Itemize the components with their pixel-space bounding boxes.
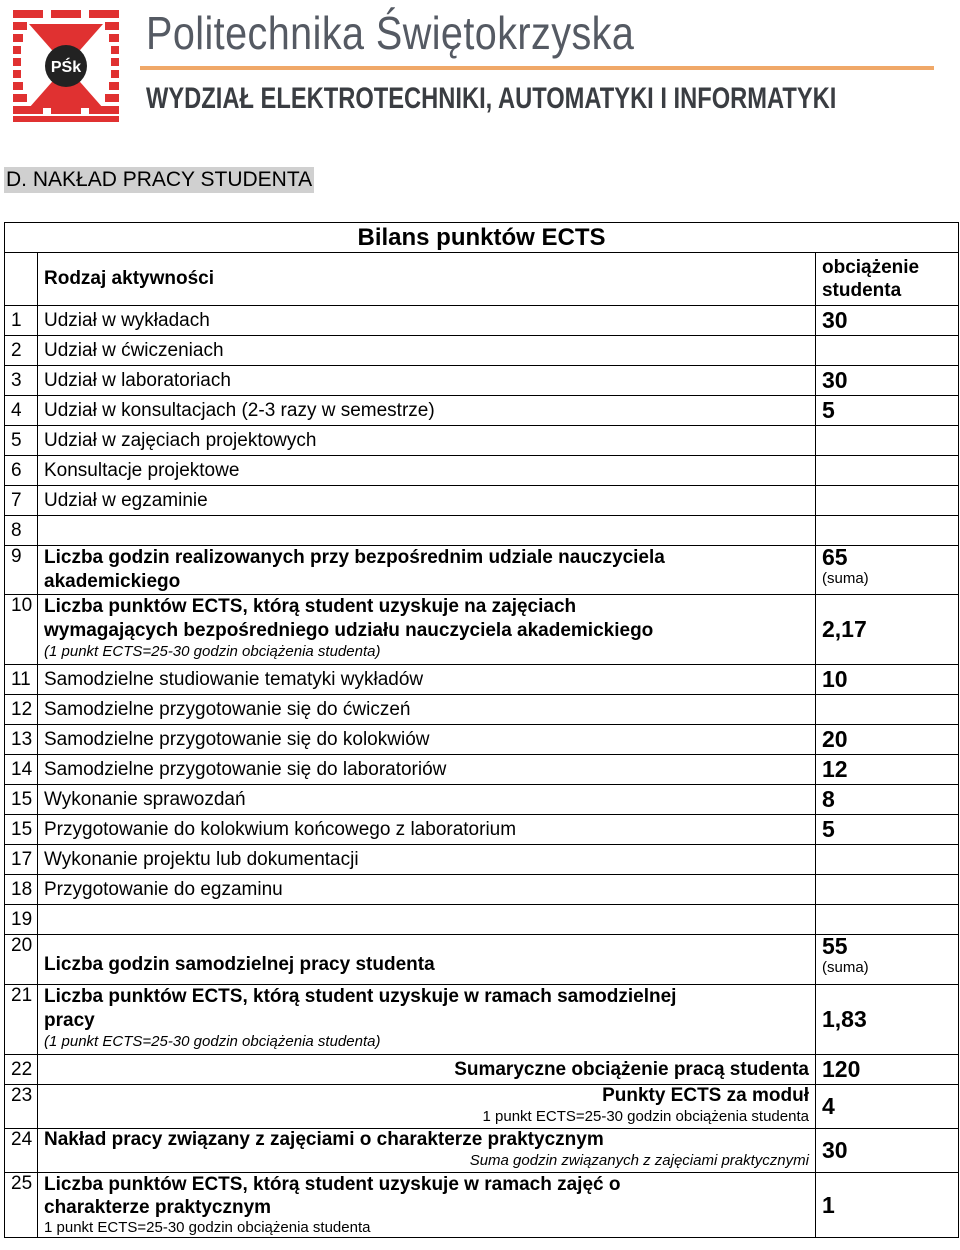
table-cell: 4 (815, 1085, 958, 1129)
table-cell: Sumaryczne obciążenie pracą studenta (38, 1055, 816, 1085)
table-row (5, 426, 959, 456)
table-row (5, 755, 959, 785)
cell-text: (1 punkt ECTS=25-30 godzin obciążenia studenta) (44, 643, 381, 660)
table-cell (815, 935, 958, 985)
table-cell (815, 875, 958, 905)
table-cell: 20 (5, 935, 38, 985)
table-cell: Wykonanie projektu lub dokumentacji (38, 845, 816, 875)
table-cell: 22 (5, 1055, 38, 1085)
cell-text: Liczba punktów ECTS, którą student uzyskuje w ramach zajęć o (44, 1174, 621, 1195)
table-title: Bilans punktów ECTS (5, 223, 959, 253)
cell-text: akademickiego (44, 571, 181, 592)
activity-rows-direct (5, 306, 959, 546)
table-cell: 8 (5, 516, 38, 546)
table-cell: 120 (815, 1055, 958, 1085)
table-cell: 6 (5, 456, 38, 486)
cell-text: Liczba punktów ECTS, którą student uzyskuje na zajęciach (44, 596, 577, 617)
table-cell: 5 (5, 426, 38, 456)
cell-text: Nakład pracy związany z zajęciami o charakterze praktycznym (44, 1129, 604, 1150)
table-row (5, 815, 959, 845)
table-cell: 12 (815, 755, 958, 785)
table-cell: Samodzielne przygotowanie się do laboratoriów (38, 755, 816, 785)
table-cell: 13 (5, 725, 38, 755)
table-cell (815, 456, 958, 486)
table-cell (38, 1085, 816, 1129)
table-cell: 12 (5, 695, 38, 725)
table-row (5, 336, 959, 366)
header-divider (140, 66, 934, 70)
table-cell: 14 (5, 755, 38, 785)
table-cell: 2 (5, 336, 38, 366)
table-cell: Udział w konsultacjach (2-3 razy w semestrze) (38, 396, 816, 426)
table-cell: Udział w egzaminie (38, 486, 816, 516)
table-cell: Wykonanie sprawozdań (38, 785, 816, 815)
table-cell (38, 516, 816, 546)
table-cell: 9 (5, 546, 38, 595)
table-cell: 21 (5, 985, 38, 1055)
table-cell: 15 (5, 815, 38, 845)
cell-text: 1 punkt ECTS=25-30 godzin obciążenia studenta (44, 1219, 371, 1236)
cell-text: 65 (821, 544, 848, 570)
faculty-name: WYDZIAŁ ELEKTROTECHNIKI, AUTOMATYKI I INFORMATYKI (146, 82, 837, 115)
cell-text: (suma) (821, 959, 869, 976)
header-load (815, 253, 958, 306)
table-cell: 7 (5, 486, 38, 516)
table-cell (38, 1173, 816, 1238)
row-practical-hours (5, 1129, 959, 1173)
table-cell: Przygotowanie do egzaminu (38, 875, 816, 905)
table-row (5, 516, 959, 546)
table-cell: Udział w laboratoriach (38, 366, 816, 396)
row-independent-ects (5, 985, 959, 1055)
university-name: Politechnika Świętokrzyska (146, 7, 635, 59)
table-cell: 18 (5, 875, 38, 905)
table-cell: 24 (5, 1129, 38, 1173)
table-cell: 3 (5, 366, 38, 396)
table-cell (38, 546, 816, 595)
table-title-row (5, 223, 959, 253)
table-cell: 23 (5, 1085, 38, 1129)
cell-text: Liczba punktów ECTS, którą student uzyskuje w ramach samodzielnej (44, 986, 677, 1007)
row-practical-ects (5, 1173, 959, 1238)
table-row (5, 665, 959, 695)
cell-text: charakterze praktycznym (44, 1197, 272, 1218)
table-row (5, 456, 959, 486)
table-row (5, 486, 959, 516)
cell-text: Punkty ECTS za moduł (602, 1085, 809, 1106)
table-cell (815, 845, 958, 875)
table-cell: 30 (815, 366, 958, 396)
table-cell: Przygotowanie do kolokwium końcowego z laboratorium (38, 815, 816, 845)
table-row (5, 905, 959, 935)
table-cell (815, 695, 958, 725)
cell-text: 55 (821, 933, 848, 959)
page-header (0, 0, 960, 135)
table-row (5, 875, 959, 905)
cell-text: (suma) (821, 570, 869, 587)
activity-rows-independent (5, 665, 959, 935)
table-cell: 20 (815, 725, 958, 755)
table-cell (38, 985, 816, 1055)
table-row (5, 396, 959, 426)
table-cell: Samodzielne studiowanie tematyki wykładów (38, 665, 816, 695)
table-cell (815, 426, 958, 456)
table-cell (38, 905, 816, 935)
university-logo (9, 6, 123, 126)
table-row (5, 306, 959, 336)
table-cell (815, 516, 958, 546)
ects-balance-table (4, 222, 959, 1238)
table-cell: 4 (5, 396, 38, 426)
table-cell: 25 (5, 1173, 38, 1238)
table-row (5, 695, 959, 725)
table-cell (815, 905, 958, 935)
table-cell: 1 (5, 306, 38, 336)
table-cell: 1 (815, 1173, 958, 1238)
table-row (5, 725, 959, 755)
table-header-row (5, 253, 959, 306)
table-cell: Samodzielne przygotowanie się do kolokwiów (38, 725, 816, 755)
table-cell: 15 (5, 785, 38, 815)
cell-text: Suma godzin związanych z zajęciami praktycznymi (469, 1152, 809, 1169)
row-module-ects (5, 1085, 959, 1129)
row-direct-ects (5, 595, 959, 665)
cell-text: pracy (44, 1010, 95, 1031)
table-cell: 5 (815, 815, 958, 845)
table-cell: Samodzielne przygotowanie się do ćwiczeń (38, 695, 816, 725)
cell-text: wymagających bezpośredniego udziału nauczyciela akademickiego (44, 620, 654, 641)
logo-text: PŚk (50, 59, 82, 76)
table-cell: 8 (815, 785, 958, 815)
table-cell: Udział w ćwiczeniach (38, 336, 816, 366)
cell-text: Liczba godzin realizowanych przy bezpośrednim udziale nauczyciela (44, 547, 665, 568)
row-independent-hours-sum (5, 935, 959, 985)
cell-text: obciążenie (821, 257, 920, 278)
row-total-load (5, 1055, 959, 1085)
table-cell: 10 (815, 665, 958, 695)
table-cell: 2,17 (815, 595, 958, 665)
table-cell: 5 (815, 396, 958, 426)
table-row (5, 845, 959, 875)
table-cell (815, 486, 958, 516)
table-cell: Udział w zajęciach projektowych (38, 426, 816, 456)
header-activity: Rodzaj aktywności (38, 253, 816, 306)
section-title: D. NAKŁAD PRACY STUDENTA (6, 168, 313, 191)
table-cell (815, 546, 958, 595)
cell-text: 1 punkt ECTS=25-30 godzin obciążenia studenta (482, 1108, 809, 1125)
cell-text: (1 punkt ECTS=25-30 godzin obciążenia studenta) (44, 1033, 381, 1050)
table-cell: 17 (5, 845, 38, 875)
table-cell: 1,83 (815, 985, 958, 1055)
table-cell (815, 336, 958, 366)
table-cell: Udział w wykładach (38, 306, 816, 336)
table-row (5, 785, 959, 815)
header-num-cell (5, 253, 38, 306)
cell-text: studenta (821, 280, 902, 301)
table-cell (38, 595, 816, 665)
table-cell (38, 1129, 816, 1173)
table-cell: Konsultacje projektowe (38, 456, 816, 486)
table-cell: 11 (5, 665, 38, 695)
row-direct-hours-sum (5, 546, 959, 595)
table-cell: 10 (5, 595, 38, 665)
table-cell: 19 (5, 905, 38, 935)
table-cell: Liczba godzin samodzielnej pracy studenta (38, 935, 816, 985)
table-cell: 30 (815, 1129, 958, 1173)
table-row (5, 366, 959, 396)
table-cell: 30 (815, 306, 958, 336)
